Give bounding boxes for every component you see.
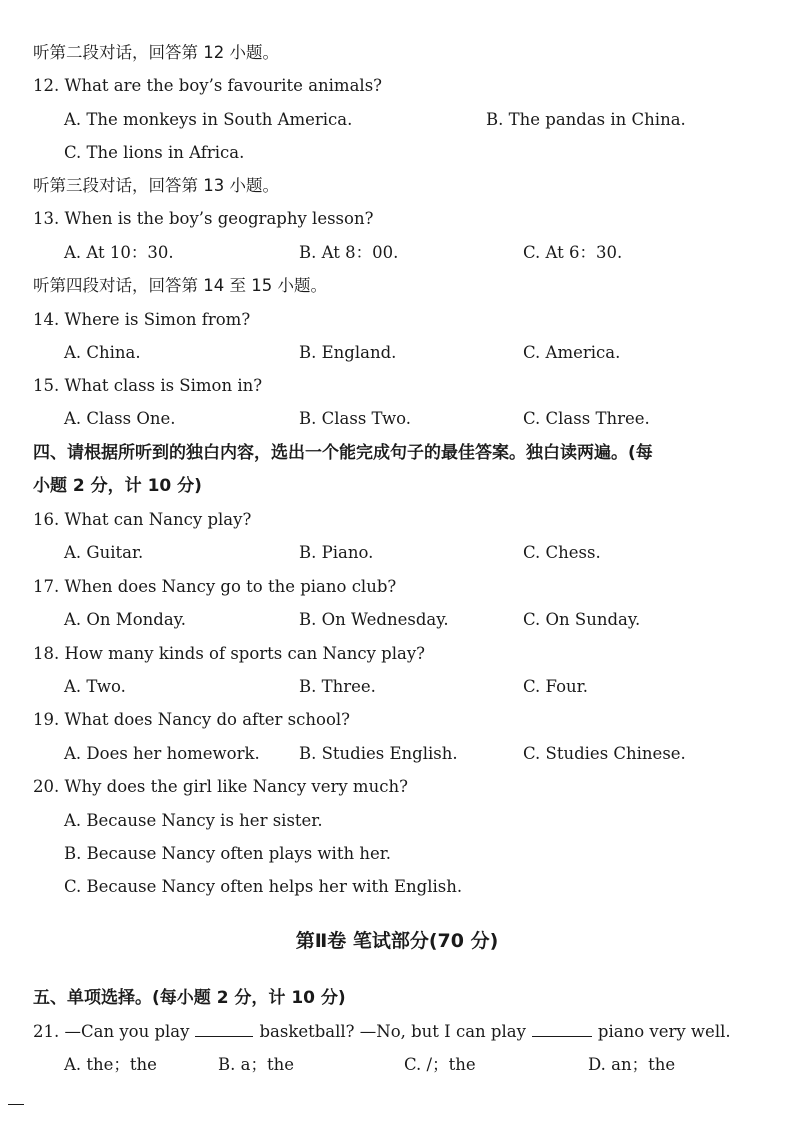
option-a: A. Does her homework.: [64, 744, 260, 763]
question-12: [0, 73, 794, 99]
option-a: A. On Monday.: [64, 610, 187, 629]
option-b: B. Studies English.: [299, 744, 458, 763]
question-12-options-row1: [0, 107, 794, 133]
option-a: A. Two.: [64, 677, 126, 696]
option-c: C. Chess.: [523, 543, 601, 562]
option-a: A. Class One.: [64, 409, 176, 428]
section-4-heading-line2: 小题 2 分，计 10 分): [33, 476, 202, 496]
option-c: C. Four.: [523, 677, 588, 696]
option-b: B. Piano.: [299, 543, 374, 562]
option-a: A. At 10：30.: [64, 243, 174, 262]
dialogue-2-instruction: 听第二段对话，回答第 12 小题。: [33, 43, 279, 62]
part-2-title: 第Ⅱ卷 笔试部分(70 分): [295, 930, 499, 952]
question-21: [0, 1019, 794, 1045]
question-13: [0, 206, 794, 232]
option-a: A. the；the: [64, 1055, 157, 1074]
section-4-heading-line1: 四、请根据所听到的独白内容，选出一个能完成句子的最佳答案。独白读两遍。(每: [33, 443, 653, 463]
section-5-heading: 五、单项选择。(每小题 2 分，计 10 分): [33, 988, 346, 1008]
option-b: B. At 8：00.: [299, 243, 399, 262]
option-b: B. England.: [299, 343, 397, 362]
option-c: C. /；the: [404, 1055, 476, 1074]
question-stem: 20. Why does the girl like Nancy very much?: [33, 777, 408, 796]
question-stem: 18. How many kinds of sports can Nancy play?: [33, 644, 426, 663]
question-16-options: [0, 540, 794, 566]
question-20-option-c-row: [0, 874, 794, 900]
question-20: [0, 774, 794, 800]
option-b: B. The pandas in China.: [486, 110, 686, 129]
question-stem: 19. What does Nancy do after school?: [33, 710, 351, 729]
question-21-options: [0, 1052, 794, 1078]
dialogue-3-instruction: 听第三段对话，回答第 13 小题。: [33, 176, 279, 195]
question-13-options: [0, 240, 794, 266]
option-a: A. Guitar.: [64, 543, 144, 562]
question-14: [0, 307, 794, 333]
option-d: D. an；the: [588, 1055, 676, 1074]
option-c: C. Because Nancy often helps her with English.: [64, 877, 463, 896]
question-stem: 15. What class is Simon in?: [33, 376, 263, 395]
question-18-options: [0, 674, 794, 700]
option-b: B. a；the: [218, 1055, 294, 1074]
option-b: B. Because Nancy often plays with her.: [64, 844, 392, 863]
question-stem: 16. What can Nancy play?: [33, 510, 252, 529]
question-stem: 13. When is the boy’s geography lesson?: [33, 209, 374, 228]
page-corner-mark: [8, 1104, 24, 1105]
question-17: [0, 574, 794, 600]
option-a: A. Because Nancy is her sister.: [64, 811, 323, 830]
option-c: C. The lions in Africa.: [64, 143, 245, 162]
question-15: [0, 373, 794, 399]
option-c: C. America.: [523, 343, 621, 362]
question-15-options: [0, 406, 794, 432]
question-16: [0, 507, 794, 533]
option-c: C. At 6：30.: [523, 243, 623, 262]
answer-blank-1[interactable]: [195, 1022, 253, 1037]
option-b: B. Class Two.: [299, 409, 411, 428]
question-19: [0, 707, 794, 733]
question-19-options: [0, 741, 794, 767]
question-20-option-b-row: [0, 841, 794, 867]
question-stem: 17. When does Nancy go to the piano club?: [33, 577, 397, 596]
question-stem: 21. —Can you play basketball? —No, but I can play piano very well.: [33, 1022, 731, 1041]
option-c: C. On Sunday.: [523, 610, 641, 629]
question-12-options-row2: [0, 140, 794, 166]
option-b: B. Three.: [299, 677, 376, 696]
option-c: C. Class Three.: [523, 409, 650, 428]
question-20-option-a-row: [0, 808, 794, 834]
answer-blank-2[interactable]: [532, 1022, 592, 1037]
question-stem: 14. Where is Simon from?: [33, 310, 251, 329]
option-c: C. Studies Chinese.: [523, 744, 686, 763]
option-a: A. The monkeys in South America.: [64, 110, 353, 129]
question-17-options: [0, 607, 794, 633]
question-stem: 12. What are the boy’s favourite animals?: [33, 76, 383, 95]
option-b: B. On Wednesday.: [299, 610, 449, 629]
question-14-options: [0, 340, 794, 366]
question-18: [0, 641, 794, 667]
option-a: A. China.: [64, 343, 141, 362]
dialogue-4-instruction: 听第四段对话，回答第 14 至 15 小题。: [33, 276, 327, 295]
